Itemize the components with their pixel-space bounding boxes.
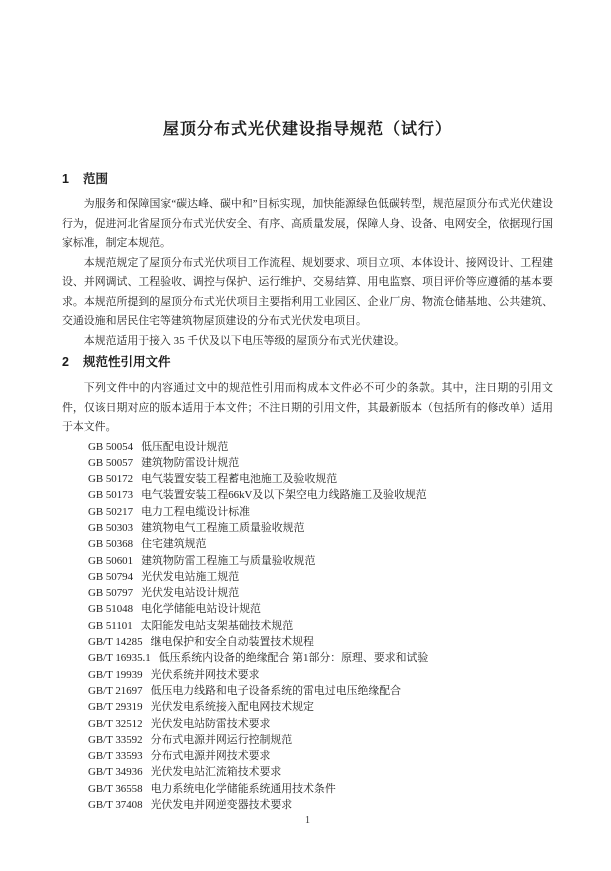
reference-code: GB/T 32512 xyxy=(88,717,143,730)
reference-item xyxy=(88,618,553,634)
section-1-body xyxy=(62,195,553,351)
paragraph: 本规范规定了屋顶分布式光伏项目工作流程、规划要求、项目立项、本体设计、接网设计、工程建设、并网调试、工程验收、调控与保护、运行维护、交易结算、用电监察、项目评价等应遵循的基本要求。本规范所提到的屋顶分布式光伏项目主要指利用工业园区、企业厂房、物流仓储基地、公共建筑、交通设施和居民住宅等建筑物屋顶建设的分布式光伏发电项目。 xyxy=(62,256,553,327)
reference-code: GB/T 36558 xyxy=(88,782,143,795)
reference-code: GB 51048 xyxy=(88,603,134,616)
reference-item xyxy=(88,520,553,536)
reference-item xyxy=(88,504,553,520)
reference-item xyxy=(88,716,553,732)
reference-code: GB 50797 xyxy=(88,587,134,600)
references-list xyxy=(62,439,553,814)
reference-code: GB/T 19939 xyxy=(88,668,143,681)
reference-code: GB 51101 xyxy=(88,619,133,632)
reference-title: 继电保护和安全自动装置技术规程 xyxy=(150,636,314,649)
reference-title: 电力工程电缆设计标准 xyxy=(141,505,250,518)
reference-item xyxy=(88,601,553,617)
reference-title: 光伏发电站施工规范 xyxy=(141,570,240,583)
reference-code: GB 50217 xyxy=(88,505,134,518)
section-2-body xyxy=(62,379,553,438)
reference-item xyxy=(88,585,553,601)
paragraph: 本规范适用于接入 35 千伏及以下电压等级的屋顶分布式光伏建设。 xyxy=(83,334,406,347)
reference-title: 光伏发电站设计规范 xyxy=(141,587,240,600)
reference-code: GB 50172 xyxy=(88,473,134,486)
section-1-heading xyxy=(62,172,553,187)
reference-title: 光伏发电站汇流箱技术要求 xyxy=(150,766,282,779)
reference-code: GB/T 37408 xyxy=(88,799,143,812)
reference-title: 分布式电源并网运行控制规范 xyxy=(150,733,293,746)
reference-title: 光伏发电系统接入配电网技术规定 xyxy=(150,701,314,714)
reference-code: GB/T 16935.1 xyxy=(88,652,151,665)
reference-item xyxy=(88,650,553,666)
reference-item xyxy=(88,634,553,650)
reference-code: GB 50054 xyxy=(88,440,134,453)
reference-item xyxy=(88,781,553,797)
reference-code: GB/T 21697 xyxy=(88,684,143,697)
reference-code: GB 50794 xyxy=(88,570,134,583)
section-2-title: 规范性引用文件 xyxy=(82,355,171,369)
reference-item xyxy=(88,699,553,715)
reference-item xyxy=(88,797,553,813)
reference-item xyxy=(88,553,553,569)
paragraph: 为服务和保障国家“碳达峰、碳中和”目标实现，加快能源绿色低碳转型，规范屋顶分布式光伏建设行为，促进河北省屋顶分布式光伏安全、有序、高质量发展，保障人身、设备、电网安全，依据现行国家标准，制定本规范。 xyxy=(62,198,553,249)
section-1-title: 范围 xyxy=(82,172,108,186)
reference-item xyxy=(88,455,553,471)
reference-title: 建筑物防雷设计规范 xyxy=(141,456,240,469)
reference-code: GB 50173 xyxy=(88,489,134,502)
reference-title: 住宅建筑规范 xyxy=(141,538,207,551)
paragraph: 下列文件中的内容通过文中的规范性引用而构成本文件必不可少的条款。其中，注日期的引用文件，仅该日期对应的版本适用于本文件；不注日期的引用文件，其最新版本（包括所有的修改单）适用于本文件。 xyxy=(62,382,553,433)
reference-item xyxy=(88,569,553,585)
reference-title: 电化学储能电站设计规范 xyxy=(141,603,261,616)
reference-code: GB/T 34936 xyxy=(88,766,143,779)
reference-title: 电气装置安装工程蓄电池施工及验收规范 xyxy=(141,473,338,486)
document-title: 屋顶分布式光伏建设指导规范（试行） xyxy=(162,121,452,138)
reference-title: 建筑物电气工程施工质量验收规范 xyxy=(141,521,305,534)
reference-title: 低压电力线路和电子设备系统的雷电过电压绝缘配合 xyxy=(150,684,402,697)
reference-item xyxy=(88,764,553,780)
reference-item xyxy=(88,536,553,552)
reference-code: GB 50368 xyxy=(88,538,134,551)
reference-title: 光伏发电并网逆变器技术要求 xyxy=(150,799,293,812)
reference-item xyxy=(88,471,553,487)
reference-code: GB/T 29319 xyxy=(88,701,143,714)
section-2-number: 2 xyxy=(62,355,69,369)
reference-title: 光伏系统并网技术要求 xyxy=(150,668,260,681)
reference-title: 低压配电设计规范 xyxy=(141,440,229,453)
page-number: 1 xyxy=(305,815,310,827)
reference-code: GB/T 33592 xyxy=(88,733,143,746)
reference-item xyxy=(88,667,553,683)
reference-code: GB/T 14285 xyxy=(88,636,143,649)
reference-item xyxy=(88,487,553,503)
reference-title: 建筑物防雷工程施工与质量验收规范 xyxy=(141,554,316,567)
reference-title: 电气装置安装工程66kV及以下架空电力线路施工及验收规范 xyxy=(141,489,427,502)
reference-title: 分布式电源并网技术要求 xyxy=(150,750,271,763)
reference-code: GB 50057 xyxy=(88,456,134,469)
reference-item xyxy=(88,683,553,699)
reference-item xyxy=(88,732,553,748)
page-content xyxy=(62,0,553,828)
reference-code: GB/T 33593 xyxy=(88,750,143,763)
reference-title: 低压系统内设备的绝缘配合 第1部分：原理、要求和试验 xyxy=(158,652,429,665)
section-2-heading xyxy=(62,355,553,370)
reference-item xyxy=(88,748,553,764)
reference-title: 太阳能发电站支架基础技术规范 xyxy=(140,619,294,632)
reference-title: 电力系统电化学储能系统通用技术条件 xyxy=(150,782,336,795)
reference-title: 光伏发电站防雷技术要求 xyxy=(150,717,271,730)
reference-code: GB 50303 xyxy=(88,521,134,534)
section-1-number: 1 xyxy=(62,172,69,186)
reference-item xyxy=(88,439,553,455)
reference-code: GB 50601 xyxy=(88,554,134,567)
